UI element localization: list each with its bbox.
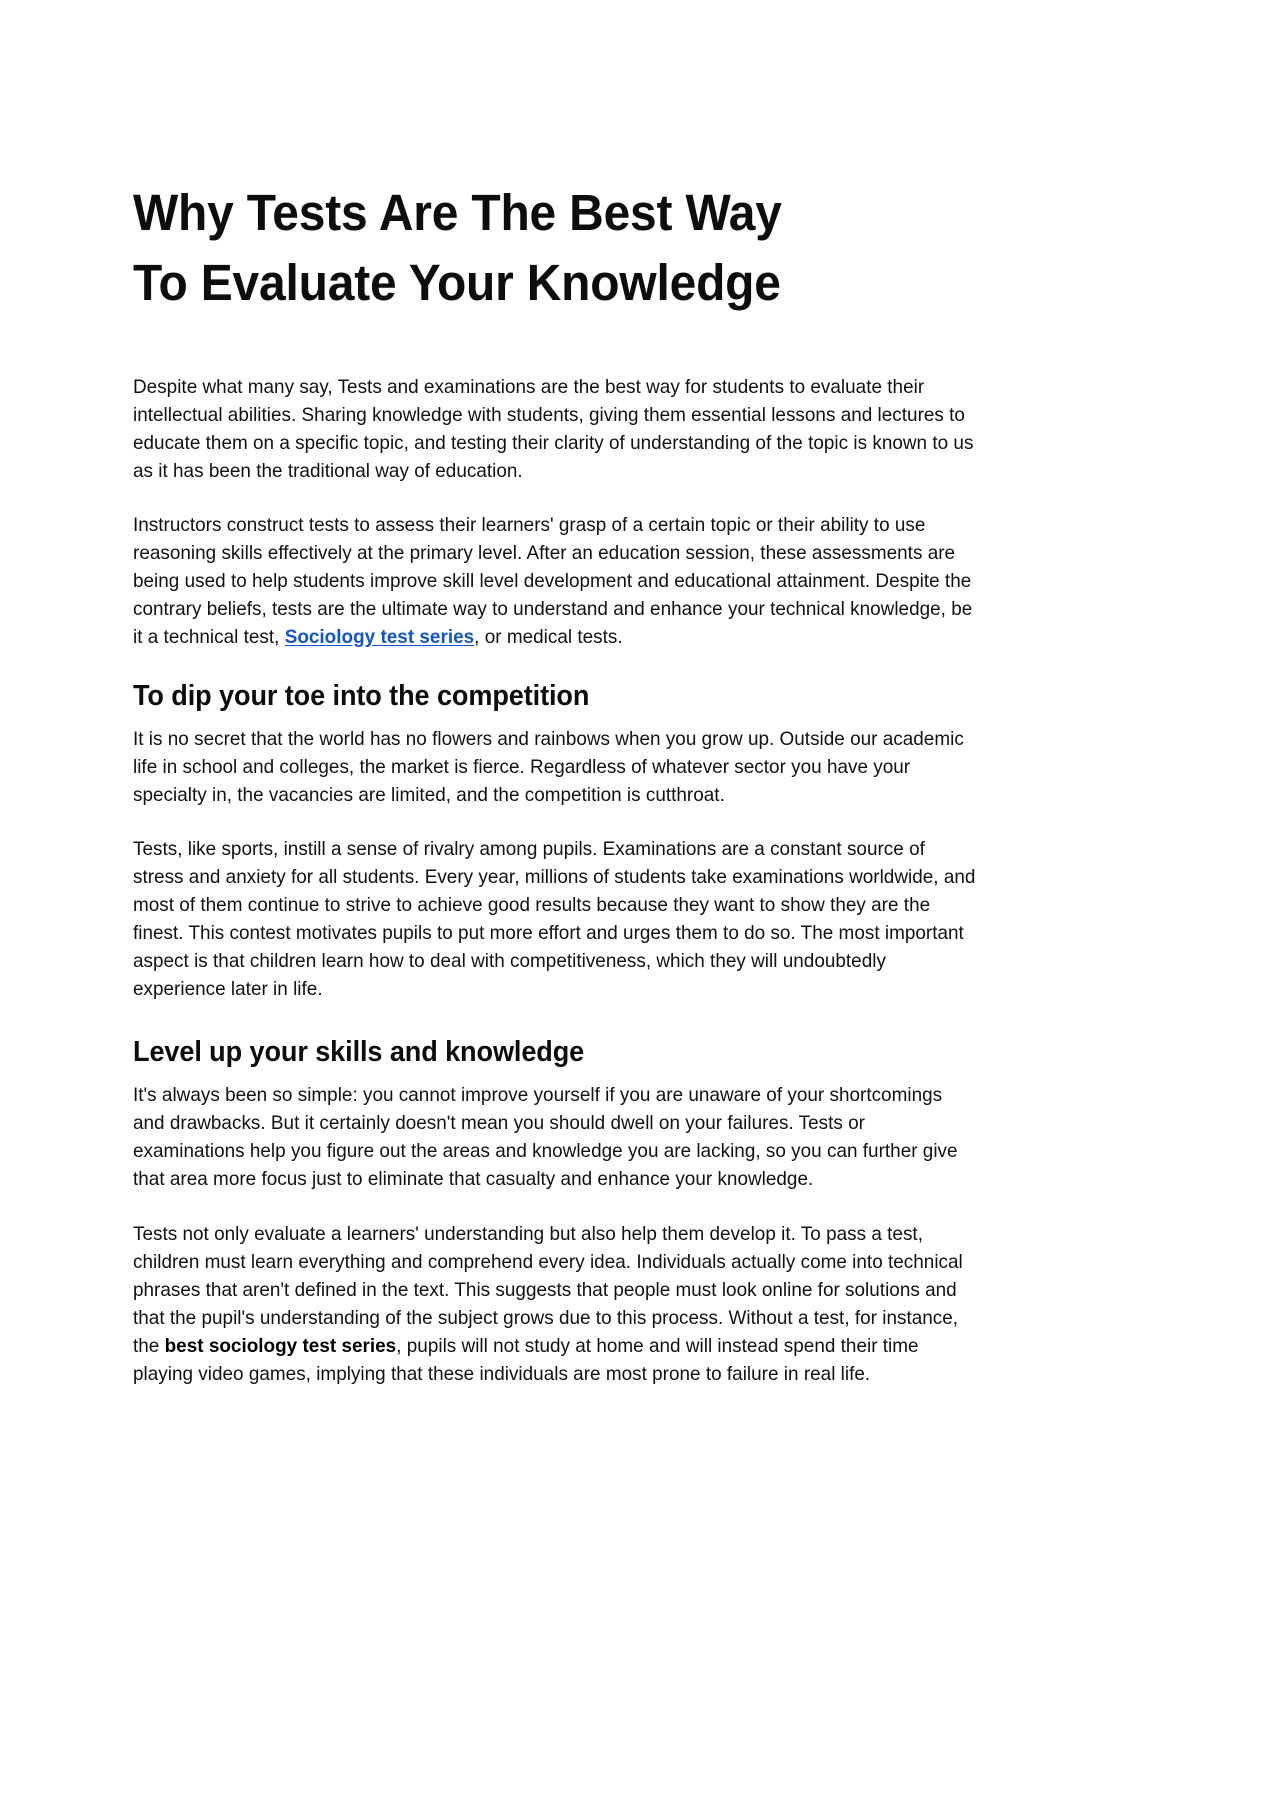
page-title-line-1: Why Tests Are The Best Way (133, 184, 782, 241)
paragraph-section-2-p1: It's always been so simple: you cannot improve yourself if you are unaware of your shortcomings and drawbacks. But it certainly doesn't mean you should dwell on your failures. Tests or examinations help you figure out the areas and knowledge you are lacking, so you can further give that area more focus just to eliminate that casualty and enhance your knowledge. (133, 1085, 958, 1191)
paragraph-intro-1: Despite what many say, Tests and examinations are the best way for students to evaluate their intellectual abilities. Sharing knowledge with students, giving them essential lessons and lectures to educate them on a specific topic, and testing their clarity of understanding of the topic is known to us as it has been the traditional way of education. (133, 376, 974, 482)
paragraph-intro-2-text-before-link: Instructors construct tests to assess their learners' grasp of a certain topic or their ability to use reasoning skills effectively at the primary level. After an education session, these assessments are being used to help students improve skill level development and educational attainment. Despite the contrary beliefs, tests are the ultimate way to understand and enhance your technical knowledge, be it a technical test, (133, 514, 973, 648)
paragraph-section-2-p2-text-after-bold: , pupils will not study at home and will instead spend their time playing video games, implying that these individuals are most prone to failure in real life. (133, 1335, 919, 1385)
paragraph-section-2-p2-text-before-bold: Tests not only evaluate a learners' understanding but also help them develop it. To pass a test, children must learn everything and comprehend every idea. Individuals actually come into technical phrases that aren't defined in the text. This suggests that people must look online for solutions and that the pupil's understanding of the subject grows due to this process. Without a test, for instance, the (133, 1223, 963, 1357)
title-spacer (133, 318, 976, 374)
best-sociology-test-series-emphasis: best sociology test series (164, 1335, 397, 1357)
paragraph-intro-2-text-after-link: , or medical tests. (474, 626, 623, 648)
section-heading-competition: To dip your toe into the competition (133, 680, 590, 712)
paragraph-section-2-p2 (133, 1221, 976, 1389)
document-content (133, 178, 976, 1415)
sociology-test-series-link[interactable]: Sociology test series (284, 626, 475, 648)
paragraph-section-1-p1: It is no secret that the world has no flowers and rainbows when you grow up. Outside our academic life in school and colleges, the market is fierce. Regardless of whatever sector you have your specialty in, the vacancies are limited, and the competition is cutthroat. (133, 729, 964, 807)
section-heading-level-up: Level up your skills and knowledge (133, 1036, 585, 1069)
page-title-line-2: To Evaluate Your Knowledge (133, 253, 781, 311)
page-title (133, 178, 973, 318)
paragraph-intro-2 (133, 512, 976, 652)
paragraph-section-1-p2: Tests, like sports, instill a sense of rivalry among pupils. Examinations are a constant source of stress and anxiety for all students. Every year, millions of students take examinations worldwide, and most of them continue to strive to achieve good results because they want to show they are the finest. This contest motivates pupils to put more effort and urges them to do so. The most important aspect is that children learn how to deal with competitiveness, which they will undoubtedly experience later in life. (133, 839, 976, 1001)
